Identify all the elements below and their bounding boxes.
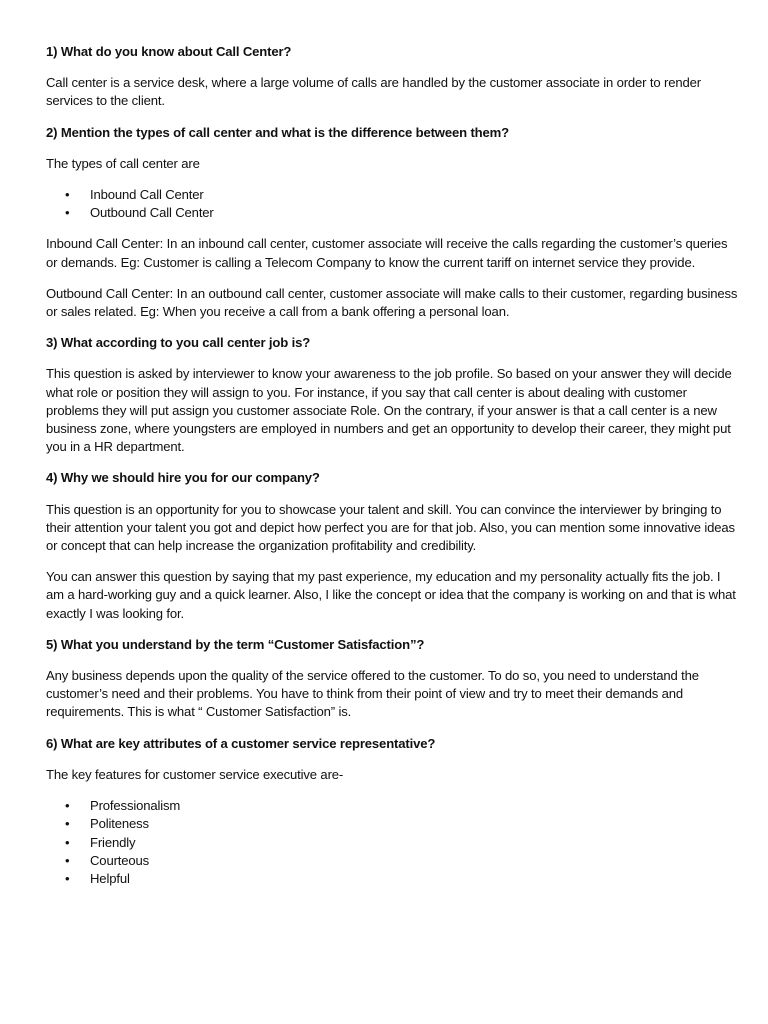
- list-item: [46, 204, 738, 222]
- list-item: [46, 870, 738, 888]
- list-item: [46, 834, 738, 852]
- list-item: [46, 797, 738, 815]
- question-6: 6) What are key attributes of a customer service representative?: [46, 735, 436, 751]
- outbound-description: Outbound Call Center: In an outbound call center, customer associate will make calls to their customer, regarding business or sales related. Eg: When you receive a call from a bank offering a personal loan.: [46, 285, 738, 320]
- call-center-types-list: [46, 186, 738, 222]
- answer-3: This question is asked by interviewer to know your awareness to the job profile. So based on your answer they will decide what role or position they will assign to you. For instance, if you say that call center is about dealing with customer problems they will put assign you customer associate Role. On the contrary, if your answer is that a call center is a new business zone, where youngsters are employed in numbers and get an opportunity to develop their career, they might put you in a HR department.: [46, 366, 732, 455]
- question-2: 2) Mention the types of call center and what is the difference between them?: [46, 124, 509, 140]
- list-item-label: Courteous: [90, 852, 150, 868]
- list-item-label: Friendly: [90, 834, 136, 850]
- list-item-label: Inbound Call Center: [90, 187, 204, 203]
- inbound-description: Inbound Call Center: In an inbound call center, customer associate will receive the calls regarding the customer’s queries or demands. Eg: Customer is calling a Telecom Company to know the current tariff on internet service they provide.: [46, 236, 728, 270]
- call-center-types-intro: The types of call center are: [46, 155, 200, 171]
- question-4: 4) Why we should hire you for our company?: [46, 470, 320, 486]
- list-item: [46, 186, 738, 204]
- answer-5: Any business depends upon the quality of the service offered to the customer. To do so, you need to understand the customer’s need and their problems. You have to think from their point of view and try to meet their demands and requirements. This is what “ Customer Satisfaction” is.: [46, 668, 699, 720]
- bullet-icon: •: [65, 798, 70, 814]
- list-item: [46, 852, 738, 870]
- question-1: 1) What do you know about Call Center?: [46, 44, 292, 59]
- question-3: 3) What according to you call center job is?: [46, 335, 311, 351]
- list-item-label: Outbound Call Center: [90, 205, 214, 221]
- answer-4-part-1: This question is an opportunity for you to showcase your talent and skill. You can convince the interviewer by bringing to their attention your talent you got and depict how perfect you are for that job. Also, you can mention some innovative ideas or concept that can help increase the organization profitability and credibility.: [46, 501, 735, 554]
- bullet-icon: •: [65, 852, 70, 868]
- attributes-intro: The key features for customer service executive are-: [46, 766, 344, 782]
- bullet-icon: •: [65, 816, 70, 832]
- question-5: 5) What you understand by the term “Customer Satisfaction”?: [46, 636, 425, 652]
- bullet-icon: •: [65, 187, 70, 203]
- answer-1: Call center is a service desk, where a large volume of calls are handled by the customer associate in order to render services to the client.: [46, 75, 701, 109]
- bullet-icon: •: [65, 870, 70, 886]
- list-item-label: Helpful: [90, 870, 130, 886]
- list-item-label: Politeness: [90, 816, 149, 832]
- list-item-label: Professionalism: [90, 798, 181, 814]
- bullet-icon: •: [65, 205, 70, 221]
- list-item: [46, 815, 738, 833]
- attributes-list: [46, 797, 738, 888]
- answer-4-part-2: You can answer this question by saying that my past experience, my education and my personality actually fits the job. I am a hard-working guy and a quick learner. Also, I like the concept or idea that the company is working on and that is what exactly I was looking for.: [46, 569, 736, 621]
- bullet-icon: •: [65, 834, 70, 850]
